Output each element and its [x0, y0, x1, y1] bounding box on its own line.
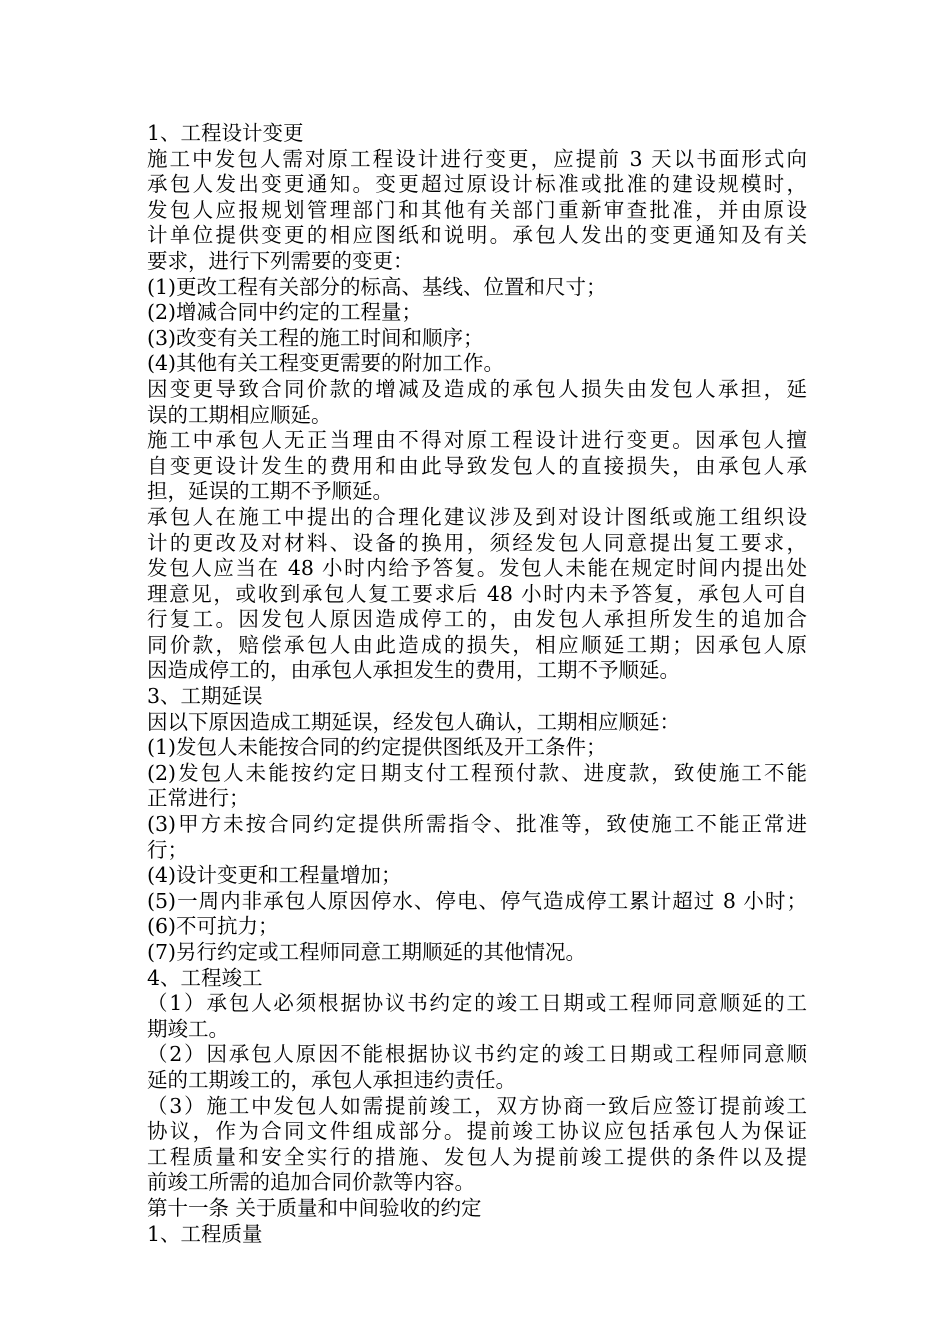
text-line: 行复工。因发包人原因造成停工的，由发包人承担所发生的追加合	[147, 607, 807, 632]
text-line: 施工中发包人需对原工程设计进行变更，应提前 3 天以书面形式向	[147, 146, 807, 171]
list-item: (2)发包人未能按约定日期支付工程预付款、进度款，致使施工不能	[147, 760, 807, 785]
list-item: (4)设计变更和工程量增加；	[147, 863, 402, 888]
heading-schedule-delay: 3、工期延误	[147, 684, 263, 709]
text-line: 计的更改及对材料、设备的换用，须经发包人同意提出复工要求，	[147, 530, 807, 555]
text-line: 自变更设计发生的费用和由此导致发包人的直接损失，由承包人承	[147, 453, 807, 478]
text-line: 理意见，或收到承包人复工要求后 48 小时内未予答复，承包人可自	[147, 581, 807, 606]
list-item-continuation: 期竣工。	[147, 1016, 229, 1041]
text-line: 承包人在施工中提出的合理化建议涉及到对设计图纸或施工组织设	[147, 504, 807, 529]
document-body	[147, 121, 807, 1247]
text-line: 因变更导致合同价款的增减及造成的承包人损失由发包人承担，延	[147, 376, 807, 401]
heading-completion: 4、工程竣工	[147, 965, 263, 990]
list-item: (2)增减合同中约定的工程量；	[147, 300, 423, 325]
text-line: 因造成停工的，由承包人承担发生的费用，工期不予顺延。	[147, 658, 680, 683]
list-item: (5)一周内非承包人原因停水、停电、停气造成停工累计超过 8 小时；	[147, 888, 807, 913]
list-item-continuation: 工程质量和安全实行的措施、发包人为提前竣工提供的条件以及提	[147, 1144, 807, 1169]
list-item-continuation: 正常进行；	[147, 786, 250, 811]
list-item: (1)发包人未能按合同的约定提供图纸及开工条件；	[147, 735, 607, 760]
text-line: 计单位提供变更的相应图纸和说明。承包人发出的变更通知及有关	[147, 223, 807, 248]
text-line: 发包人应当在 48 小时内给予答复。发包人未能在规定时间内提出处	[147, 556, 807, 581]
heading-article-eleven: 第十一条 关于质量和中间验收的约定	[147, 1195, 482, 1220]
text-line: 担，延误的工期不予顺延。	[147, 479, 393, 504]
list-item: (3)甲方未按合同约定提供所需指令、批准等，致使施工不能正常进	[147, 812, 807, 837]
text-line: 因以下原因造成工期延误，经发包人确认，工期相应顺延：	[147, 709, 680, 734]
list-item: （2）因承包人原因不能根据协议书约定的竣工日期或工程师同意顺	[147, 1042, 807, 1067]
text-line: 误的工期相应顺延。	[147, 402, 332, 427]
text-line: 施工中承包人无正当理由不得对原工程设计进行变更。因承包人擅	[147, 428, 807, 453]
text-line: 要求，进行下列需要的变更：	[147, 248, 414, 273]
list-item: (6)不可抗力；	[147, 914, 279, 939]
heading-design-change: 1、工程设计变更	[147, 121, 304, 145]
list-item: （1）承包人必须根据协议书约定的竣工日期或工程师同意顺延的工	[147, 991, 807, 1016]
list-item: (4)其他有关工程变更需要的附加工作。	[147, 351, 505, 376]
list-item-continuation: 前竣工所需的追加合同价款等内容。	[147, 1170, 475, 1195]
text-line: 同价款，赔偿承包人由此造成的损失，相应顺延工期；因承包人原	[147, 632, 807, 657]
text-line: 承包人发出变更通知。变更超过原设计标准或批准的建设规模时，	[147, 172, 807, 197]
list-item-continuation: 协议，作为合同文件组成部分。提前竣工协议应包括承包人为保证	[147, 1119, 807, 1144]
list-item-continuation: 行；	[147, 837, 188, 862]
list-item: (7)另行约定或工程师同意工期顺延的其他情况。	[147, 940, 587, 964]
list-item-continuation: 延的工期竣工的，承包人承担违约责任。	[147, 1067, 516, 1092]
heading-quality: 1、工程质量	[147, 1221, 263, 1246]
list-item: （3）施工中发包人如需提前竣工，双方协商一致后应签订提前竣工	[147, 1093, 807, 1118]
list-item: (3)改变有关工程的施工时间和顺序；	[147, 325, 484, 350]
list-item: (1)更改工程有关部分的标高、基线、位置和尺寸；	[147, 274, 607, 299]
text-line: 发包人应报规划管理部门和其他有关部门重新审查批准，并由原设	[147, 197, 807, 222]
